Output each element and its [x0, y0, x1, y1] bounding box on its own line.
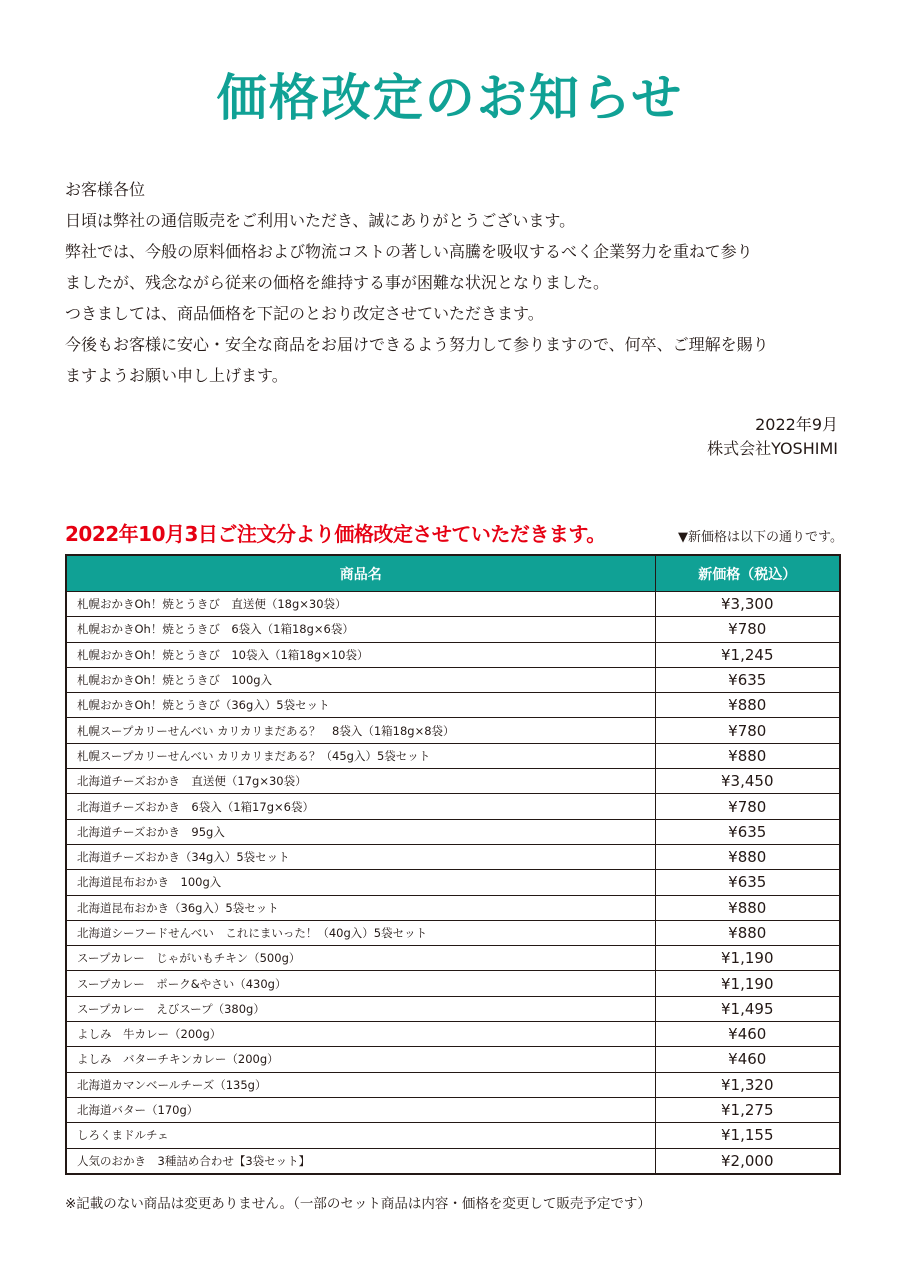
- product-name-cell: よしみ 牛カレー（200g）: [66, 1022, 655, 1047]
- price-cell: ¥460: [655, 1022, 840, 1047]
- price-cell: ¥880: [655, 920, 840, 945]
- table-row: [66, 794, 840, 819]
- table-row: [66, 718, 840, 743]
- table-row: [66, 996, 840, 1021]
- table-body: [66, 592, 840, 1174]
- product-name-cell: スープカレー ポーク&やさい（430g）: [66, 971, 655, 996]
- table-row: [66, 1022, 840, 1047]
- table-row: [66, 971, 840, 996]
- page-title: 価格改定のお知らせ: [216, 69, 684, 127]
- salutation: お客様各位: [65, 180, 146, 199]
- product-name-cell: 札幌おかきOh！焼とうきび（36g入）5袋セット: [66, 693, 655, 718]
- price-cell: ¥880: [655, 693, 840, 718]
- product-name-cell: 北海道カマンベールチーズ（135g）: [66, 1072, 655, 1097]
- table-row: [66, 1148, 840, 1174]
- company-name: 株式会社YOSHIMI: [707, 439, 838, 458]
- product-name-cell: 札幌おかきOh！焼とうきび 10袋入（1箱18g×10袋）: [66, 642, 655, 667]
- letter-date: 2022年9月: [755, 415, 838, 434]
- price-cell: ¥780: [655, 794, 840, 819]
- price-cell: ¥460: [655, 1047, 840, 1072]
- product-name-cell: 札幌おかきOh！焼とうきび 直送便（18g×30袋）: [66, 592, 655, 617]
- table-row: [66, 946, 840, 971]
- product-name-cell: 札幌スープカリーせんべい カリカリまだある？（45g入）5袋セット: [66, 743, 655, 768]
- price-cell: ¥2,000: [655, 1148, 840, 1174]
- table-row: [66, 592, 840, 617]
- table-row: [66, 1072, 840, 1097]
- footnote: ※記載のない商品は変更ありません。（一部のセット商品は内容・価格を変更して販売予定です）: [65, 1196, 651, 1212]
- letter-line: ますようお願い申し上げます。: [65, 366, 288, 385]
- price-cell: ¥1,320: [655, 1072, 840, 1097]
- signature-block: [707, 413, 838, 461]
- table-row: [66, 1097, 840, 1122]
- table-row: [66, 1123, 840, 1148]
- letter-line: 今後もお客様に安心・安全な商品をお届けできるよう努力して参りますので、何卒、ご理解を賜り: [65, 335, 769, 354]
- table-header-row: [66, 555, 840, 592]
- letter-line: 日頃は弊社の通信販売をご利用いただき、誠にありがとうございます。: [65, 211, 576, 230]
- notice-headline: 2022年10月3日ご注文分より価格改定させていただきます。: [65, 522, 606, 546]
- product-name-cell: 北海道昆布おかき（36g入）5袋セット: [66, 895, 655, 920]
- table-row: [66, 844, 840, 869]
- product-name-cell: 札幌スープカリーせんべい カリカリまだある？ 8袋入（1箱18g×8袋）: [66, 718, 655, 743]
- price-table: [65, 554, 841, 1175]
- price-cell: ¥635: [655, 870, 840, 895]
- table-row: [66, 617, 840, 642]
- column-header-product: 商品名: [66, 555, 655, 592]
- letter-line: つきましては、商品価格を下記のとおり改定させていただきます。: [65, 304, 544, 323]
- table-row: [66, 693, 840, 718]
- price-cell: ¥635: [655, 667, 840, 692]
- table-row: [66, 743, 840, 768]
- product-name-cell: スープカレー えびスープ（380g）: [66, 996, 655, 1021]
- product-name-cell: 北海道チーズおかき 6袋入（1箱17g×6袋）: [66, 794, 655, 819]
- price-cell: ¥635: [655, 819, 840, 844]
- price-cell: ¥1,245: [655, 642, 840, 667]
- price-cell: ¥780: [655, 617, 840, 642]
- product-name-cell: 北海道シーフードせんべい これにまいった！（40g入）5袋セット: [66, 920, 655, 945]
- notice-row: [65, 518, 843, 547]
- product-name-cell: スープカレー じゃがいもチキン（500g）: [66, 946, 655, 971]
- letter-line: 弊社では、今般の原料価格および物流コストの著しい高騰を吸収するべく企業努力を重ねて参り: [65, 242, 753, 261]
- price-cell: ¥3,300: [655, 592, 840, 617]
- product-name-cell: 北海道チーズおかき（34g入）5袋セット: [66, 844, 655, 869]
- table-row: [66, 769, 840, 794]
- product-name-cell: よしみ バターチキンカレー（200g）: [66, 1047, 655, 1072]
- price-cell: ¥880: [655, 844, 840, 869]
- table-row: [66, 1047, 840, 1072]
- product-name-cell: しろくまドルチェ: [66, 1123, 655, 1148]
- price-cell: ¥880: [655, 743, 840, 768]
- price-cell: ¥780: [655, 718, 840, 743]
- product-name-cell: 北海道チーズおかき 95g入: [66, 819, 655, 844]
- table-row: [66, 667, 840, 692]
- table-row: [66, 870, 840, 895]
- product-name-cell: 札幌おかきOh！焼とうきび 6袋入（1箱18g×6袋）: [66, 617, 655, 642]
- table-row: [66, 819, 840, 844]
- price-cell: ¥1,155: [655, 1123, 840, 1148]
- table-row: [66, 920, 840, 945]
- table-row: [66, 895, 840, 920]
- price-cell: ¥1,190: [655, 946, 840, 971]
- product-name-cell: 人気のおかき 3種詰め合わせ【3袋セット】: [66, 1148, 655, 1174]
- price-cell: ¥1,275: [655, 1097, 840, 1122]
- price-cell: ¥3,450: [655, 769, 840, 794]
- product-name-cell: 札幌おかきOh！焼とうきび 100g入: [66, 667, 655, 692]
- product-name-cell: 北海道昆布おかき 100g入: [66, 870, 655, 895]
- notice-subtext: ▼新価格は以下の通りです。: [678, 530, 843, 545]
- letter-body: [65, 174, 845, 391]
- letter-line: ましたが、残念ながら従来の価格を維持する事が困難な状況となりました。: [65, 273, 610, 292]
- price-cell: ¥1,190: [655, 971, 840, 996]
- table-row: [66, 642, 840, 667]
- product-name-cell: 北海道チーズおかき 直送便（17g×30袋）: [66, 769, 655, 794]
- price-cell: ¥1,495: [655, 996, 840, 1021]
- price-cell: ¥880: [655, 895, 840, 920]
- column-header-price: 新価格（税込）: [655, 555, 840, 592]
- product-name-cell: 北海道バター（170g）: [66, 1097, 655, 1122]
